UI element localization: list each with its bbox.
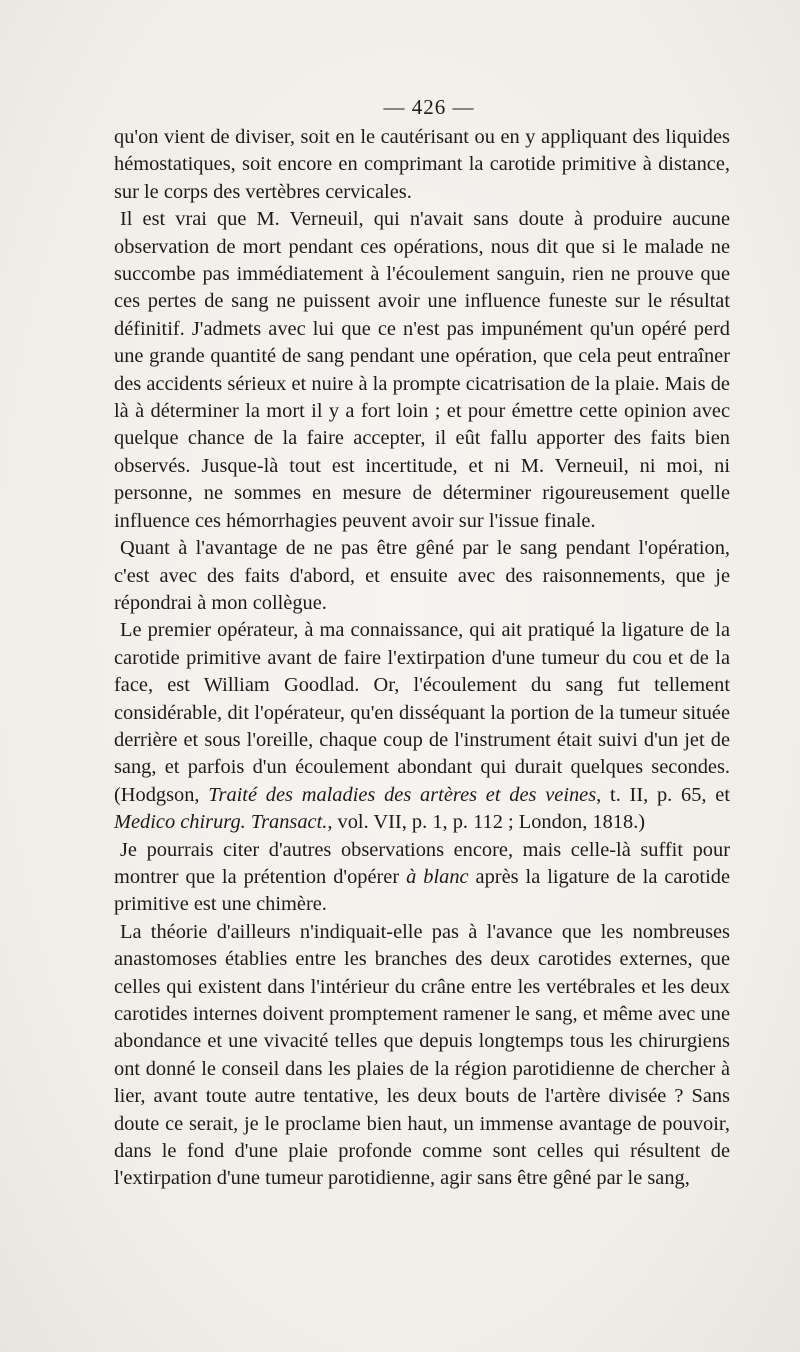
paragraph [114, 919, 730, 1193]
paragraph [114, 837, 730, 919]
paragraph [114, 617, 730, 836]
paragraph [114, 206, 730, 535]
text-run: après la ligature de la carotide primitive est une chimère. [114, 865, 730, 916]
italic-text: Traité des maladies des artères et des veines [208, 783, 597, 806]
text-run: , t. II, p. 65, et [596, 783, 730, 806]
text-run: La théorie d'ailleurs n'indiquait-elle pas à l'avance que les nombreuses anastomoses établies entre les branches des deux carotides externes, que celles qui existent dans l'intérieur du crâne entre les vertébrales et les deux carotides internes doivent promptement ramener le sang, et même avec une abondance et une vivacité telles que depuis longtemps tous les chirurgiens ont donné le conseil dans les plaies de la région parotidienne de chercher à lier, avant toute autre tentative, les deux bouts de l'artère divisée ? Sans doute ce serait, je le proclame bien haut, un immense avantage de pouvoir, dans le fond d'une plaie profonde comme sont celles qui résultent de l'extirpation d'une tumeur parotidienne, agir sans être gêné par le sang, [114, 920, 730, 1190]
text-run: Il est vrai que M. Verneuil, qui n'avait sans doute à produire aucune observation de mort pendant ces opérations, nous dit que si le malade ne succombe pas immédiatement à l'écoulement sanguin, rien ne prouve que ces pertes de sang ne puissent avoir une influence funeste sur le résultat définitif. J'admets avec lui que ce n'est pas impunément qu'un opéré perd une grande quantité de sang pendant une opération, que cela peut entraîner des accidents sérieux et nuire à la prompte cicatrisation de la plaie. Mais de là à déterminer la mort il y a fort loin ; et pour émettre cette opinion avec quelque chance de la faire accepter, il eût fallu apporter des faits bien observés. Jusque-là tout est incertitude, et ni M. Verneuil, ni moi, ni personne, ne sommes en mesure de déterminer rigoureusement quelle influence ces hémorrhagies peuvent avoir sur l'issue finale. [114, 208, 730, 532]
body-text [114, 124, 730, 1193]
page-number: — 426 — [383, 95, 475, 119]
text-run: qu'on vient de diviser, soit en le cautérisant ou en y appliquant des liquides hémostatiques, soit encore en comprimant la carotide primitive à distance, sur le corps des vertèbres cervicales. [114, 126, 730, 203]
text-run: Je pourrais citer d'autres observations encore, mais celle-là suffit pour montrer que la prétention d'opérer [114, 838, 730, 888]
italic-text: à blanc [406, 865, 469, 888]
paragraph [114, 124, 730, 206]
text-run: Le premier opérateur, à ma connaissance, qui ait pratiqué la ligature de la carotide primitive avant de faire l'extirpation d'une tumeur du cou et de la face, est William Goodlad. Or, l'écoulement du sang fut tellement considérable, dit l'opérateur, qu'en disséquant la portion de la tumeur située derrière et sous l'oreille, chaque coup de l'instrument était suivi d'un jet de sang, et parfois d'un écoulement abondant qui durait quelques secondes. (Hodgson, [114, 619, 730, 806]
text-run: Quant à l'avantage de ne pas être gêné par le sang pendant l'opération, c'est avec des faits d'abord, et ensuite avec des raisonnements, que je répondrai à mon collègue. [114, 537, 730, 614]
paragraph [114, 535, 730, 617]
text-run: , vol. VII, p. 1, p. 112 ; London, 1818.) [327, 811, 646, 834]
italic-text: Medico chirurg. Transact. [114, 811, 328, 834]
